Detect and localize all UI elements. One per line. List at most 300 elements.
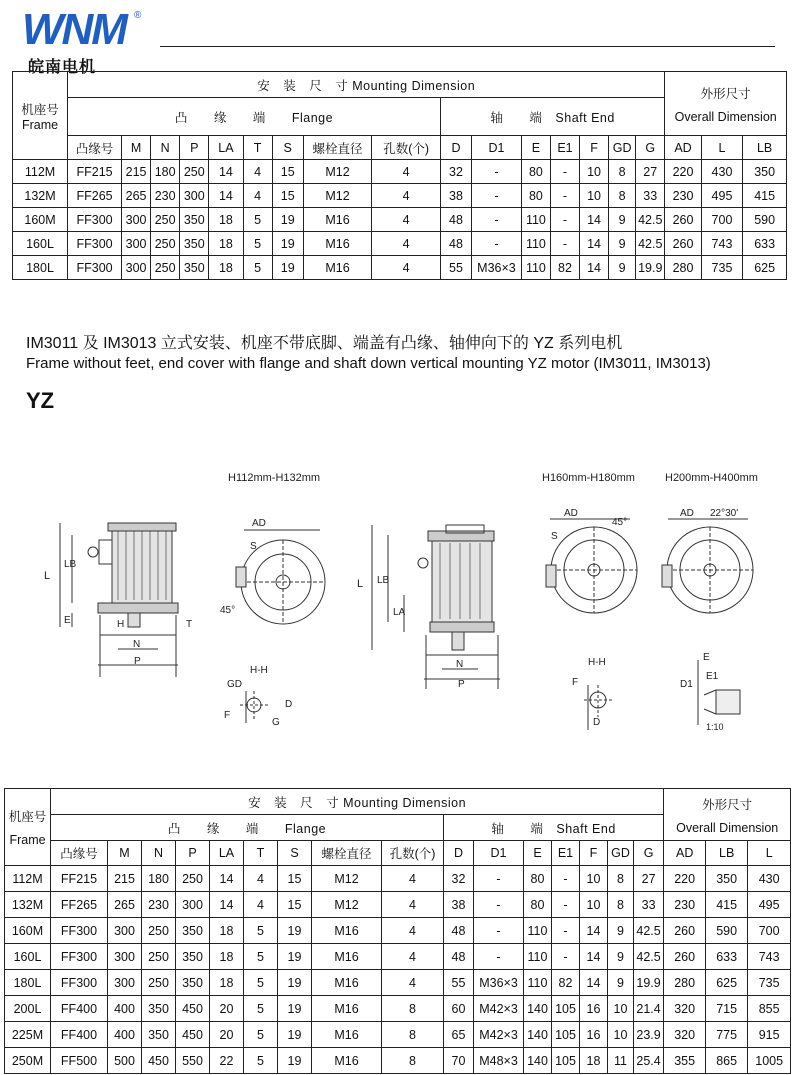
mounting-dimension-header-2: 安 装 尺 寸 Mounting Dimension [51,789,664,815]
table-cell: 38 [444,892,474,918]
table-cell: 230 [142,892,176,918]
table-cell: FF300 [51,970,108,996]
table-cell: 14 [580,944,608,970]
table-cell: 250 [142,970,176,996]
table-cell: 70 [444,1048,474,1074]
table-cell: FF265 [68,184,122,208]
table-cell: 250M [5,1048,51,1074]
table-cell: 110 [521,256,550,280]
column-header: P [176,841,210,866]
table-cell: 32 [444,866,474,892]
table-cell: 500 [108,1048,142,1074]
table-cell: 4 [244,866,278,892]
table-row [5,944,791,970]
table-cell: 1005 [748,1048,791,1074]
table-cell: 5 [243,208,272,232]
column-header-row [5,841,791,866]
table-cell: 80 [521,184,550,208]
table-cell: 5 [243,256,272,280]
table-cell: 633 [706,944,748,970]
table-cell: - [472,208,522,232]
table-cell: 8 [608,892,634,918]
table-cell: 9 [609,208,636,232]
table-cell: 42.5 [636,232,665,256]
table-cell: 200L [5,996,51,1022]
dim-label-G: G [272,717,280,728]
table-cell: 15 [278,866,312,892]
dim-label-GD: GD [227,679,242,690]
table-cell: 320 [664,996,706,1022]
table-cell: 10 [580,160,609,184]
table-cell: 4 [243,184,272,208]
column-header: 螺栓直径 [303,136,372,160]
table-cell: 160L [13,232,68,256]
table-cell: 4 [244,892,278,918]
dim-label-T: T [186,619,193,630]
table-cell: 320 [664,1022,706,1048]
table-cell: 14 [580,256,609,280]
table-cell: 250 [142,918,176,944]
table-cell: 19 [278,970,312,996]
table-cell: 23.9 [634,1022,664,1048]
table-cell: 14 [580,232,609,256]
table-cell: - [550,184,579,208]
table-cell: M16 [312,918,382,944]
table-cell: 865 [706,1048,748,1074]
table-cell: 590 [743,208,787,232]
table-cell: - [474,944,524,970]
table-cell: 4 [372,184,441,208]
dim-label-D1: D1 [680,679,693,690]
table-cell: 260 [665,232,701,256]
table-cell: 19.9 [634,970,664,996]
table-cell: 250 [151,256,180,280]
table-cell: 230 [664,892,706,918]
table-cell: 415 [743,184,787,208]
column-header: 孔数(个) [382,841,444,866]
table-cell: 350 [180,232,209,256]
table-cell: - [550,208,579,232]
shaft-end-header-2: 轴 端 Shaft End [444,815,664,841]
table-cell: - [474,866,524,892]
table-cell: 14 [580,970,608,996]
dim-label-LB: LB [64,559,77,570]
column-header: AD [665,136,701,160]
table-cell: 250 [151,232,180,256]
table-cell: 5 [244,918,278,944]
table-cell: 9 [608,918,634,944]
column-header: P [180,136,209,160]
column-header: L [701,136,743,160]
table-cell: 4 [372,232,441,256]
table-cell: 5 [244,1048,278,1074]
table-cell: 350 [706,866,748,892]
table-cell: 16 [580,996,608,1022]
caption-h112-h132: H112mm-H132mm [228,472,321,484]
table-cell: 430 [701,160,743,184]
dim-label-P-2: P [458,679,465,690]
frame-header-2: 机座号 Frame [5,789,51,866]
column-header: 孔数(个) [372,136,441,160]
table-cell: - [552,892,580,918]
table-cell: 9 [609,256,636,280]
table-cell: 105 [552,996,580,1022]
table-cell: 5 [244,970,278,996]
table-cell: FF300 [68,208,122,232]
table-cell: 250 [180,160,209,184]
table-cell: 19 [278,1022,312,1048]
table-row [5,1022,791,1048]
table-cell: 65 [444,1022,474,1048]
table-cell: 55 [444,970,474,996]
table-cell: 8 [382,1022,444,1048]
table-cell: 180L [13,256,68,280]
dim-label-F: F [224,710,231,721]
table-cell: 4 [372,208,441,232]
shaft-end-header: 轴 端 Shaft End [440,98,664,136]
column-header: M [108,841,142,866]
column-header: 凸缘号 [51,841,108,866]
table-cell: 300 [108,970,142,996]
dim-label-L-2: L [357,578,364,590]
table-cell: 15 [272,184,303,208]
shaft-section-detail-1 [240,691,268,723]
dim-label-P: P [134,656,141,667]
dim-label-E-2: E [703,652,710,663]
table-cell: 38 [440,184,471,208]
angle-22-30: 22°30' [710,508,739,519]
table-cell: 14 [210,866,244,892]
table-cell: 112M [5,866,51,892]
column-header: AD [664,841,706,866]
dim-label-AD-2: AD [564,508,578,519]
table-cell: - [472,160,522,184]
table-cell: M16 [312,1022,382,1048]
table-cell: 280 [664,970,706,996]
table-cell: 27 [634,866,664,892]
table-row [5,918,791,944]
table-cell: 550 [176,1048,210,1074]
table-row [5,892,791,918]
dimension-table-2 [4,788,791,1074]
table-cell: 300 [122,256,151,280]
table-cell: 715 [706,996,748,1022]
column-header: E1 [550,136,579,160]
column-header: D1 [472,136,522,160]
table-cell: 350 [180,208,209,232]
dim-label-D: D [285,699,293,710]
table-cell: FF500 [51,1048,108,1074]
table-cell: M42×3 [474,996,524,1022]
table-row [5,996,791,1022]
table-cell: 80 [521,160,550,184]
table-cell: 300 [176,892,210,918]
table-cell: - [472,232,522,256]
table-cell: 625 [706,970,748,996]
table-cell: 230 [151,184,180,208]
table-cell: 160M [13,208,68,232]
table-cell: - [552,944,580,970]
table-cell: 400 [108,1022,142,1048]
column-header: M [122,136,151,160]
table-cell: M42×3 [474,1022,524,1048]
flange-header-2: 凸 缘 端 Flange [51,815,444,841]
table-cell: FF215 [51,866,108,892]
table-cell: 19 [278,918,312,944]
table-cell: 8 [608,866,634,892]
table-cell: 4 [372,256,441,280]
table-row [13,184,787,208]
table-cell: FF215 [68,160,122,184]
table-cell: 220 [664,866,706,892]
column-header: E1 [552,841,580,866]
table-cell: 9 [609,232,636,256]
table-cell: 10 [580,184,609,208]
angle-45: 45° [220,605,236,616]
table-cell: 19 [272,232,303,256]
table-cell: - [550,232,579,256]
table-cell: 14 [209,160,243,184]
table-cell: FF300 [51,944,108,970]
table-cell: 60 [444,996,474,1022]
table-cell: 4 [382,970,444,996]
table-cell: 4 [382,892,444,918]
table-cell: 4 [243,160,272,184]
dim-label-L: L [44,570,51,582]
table-cell: 8 [609,184,636,208]
table-cell: 700 [701,208,743,232]
table-cell: 350 [743,160,787,184]
table-cell: 140 [524,1048,552,1074]
table-cell: 450 [142,1048,176,1074]
table-cell: 27 [636,160,665,184]
table-cell: 48 [440,208,471,232]
table-cell: 14 [209,184,243,208]
table-cell: 112M [13,160,68,184]
table-cell: 915 [748,1022,791,1048]
table-cell: 18 [209,208,243,232]
table-cell: 250 [142,944,176,970]
table-cell: 33 [636,184,665,208]
table-cell: M12 [312,892,382,918]
table-cell: 400 [108,996,142,1022]
column-header: LA [210,841,244,866]
table-cell: 300 [108,918,142,944]
column-header: D1 [474,841,524,866]
shaft-taper-detail [698,660,740,725]
table-cell: 495 [748,892,791,918]
table-cell: M36×3 [472,256,522,280]
column-header: 凸缘号 [68,136,122,160]
column-header: N [151,136,180,160]
table-cell: 18 [580,1048,608,1074]
table-cell: 590 [706,918,748,944]
table-cell: 8 [382,996,444,1022]
table-cell: 55 [440,256,471,280]
table-cell: 11 [608,1048,634,1074]
column-header: LB [706,841,748,866]
table-cell: 160M [5,918,51,944]
table-row [5,866,791,892]
table-cell: 9 [608,970,634,996]
table-cell: 350 [142,1022,176,1048]
table-cell: 82 [552,970,580,996]
table-row [5,1048,791,1074]
table-cell: M12 [312,866,382,892]
section-title-en: Frame without feet, end cover with flange and shaft down vertical mounting YZ motor (IM3011, IM3013) [26,355,711,372]
hh-label-2: H-H [588,657,606,668]
table-cell: 48 [444,918,474,944]
column-header: GD [608,841,634,866]
table-cell: 140 [524,1022,552,1048]
taper-ratio: 1:10 [706,722,724,732]
angle-45-2: 45° [612,517,628,528]
column-header-row [13,136,787,160]
column-header: S [278,841,312,866]
table-cell: 10 [580,866,608,892]
table-cell: 80 [524,892,552,918]
table-cell: 495 [701,184,743,208]
table-cell: 5 [244,1022,278,1048]
table-cell: 430 [748,866,791,892]
table-cell: 18 [209,256,243,280]
column-header: 螺栓直径 [312,841,382,866]
table-cell: 105 [552,1048,580,1074]
table-cell: 10 [608,1022,634,1048]
column-header: F [580,841,608,866]
dim-label-F-2: F [572,677,579,688]
table-cell: M12 [303,160,372,184]
table-cell: 19 [278,944,312,970]
table-cell: 350 [176,918,210,944]
table-cell: 110 [524,944,552,970]
table-cell: 350 [176,944,210,970]
table-cell: 20 [210,1022,244,1048]
dim-label-H: H [117,619,125,630]
table-row [13,232,787,256]
table-cell: 743 [748,944,791,970]
column-header: L [748,841,791,866]
table-cell: 48 [444,944,474,970]
table-cell: 32 [440,160,471,184]
table-cell: 260 [664,918,706,944]
table-cell: M16 [303,256,372,280]
table-cell: 18 [210,944,244,970]
table-cell: 855 [748,996,791,1022]
table-cell: 180 [142,866,176,892]
table-cell: 735 [748,970,791,996]
flange-front-view-large [662,519,753,613]
table-cell: 18 [209,232,243,256]
table-cell: 10 [580,892,608,918]
table-cell: 19 [278,996,312,1022]
table-cell: 42.5 [634,918,664,944]
table-cell: - [552,866,580,892]
dim-label-S: S [250,541,257,552]
table-cell: 21.4 [634,996,664,1022]
column-header: LA [209,136,243,160]
table-cell: M16 [312,944,382,970]
table-cell: - [552,918,580,944]
table-cell: 4 [382,918,444,944]
table-cell: 5 [244,944,278,970]
column-header: N [142,841,176,866]
column-header: G [634,841,664,866]
table-cell: 15 [272,160,303,184]
column-header: S [272,136,303,160]
column-header: D [440,136,471,160]
mounting-dimension-header: 安 装 尺 寸 Mounting Dimension [68,72,665,98]
table-cell: 300 [122,208,151,232]
table-cell: 4 [382,944,444,970]
table-cell: M12 [303,184,372,208]
dim-label-E: E [64,615,71,626]
dimension-table-1 [12,71,787,280]
column-header: E [521,136,550,160]
table-cell: 80 [524,866,552,892]
column-header: T [244,841,278,866]
table-cell: 132M [13,184,68,208]
table-cell: 20 [210,996,244,1022]
overall-dimension-header-2: 外形尺寸 Overall Dimension [664,789,791,841]
table-cell: 105 [552,1022,580,1048]
table-cell: 42.5 [634,944,664,970]
table-cell: 5 [243,232,272,256]
table-cell: 33 [634,892,664,918]
table-cell: 355 [664,1048,706,1074]
frame-header: 机座号 Frame [13,72,68,160]
dim-label-AD: AD [252,518,266,529]
table-cell: 132M [5,892,51,918]
table-cell: 19.9 [636,256,665,280]
table-cell: 14 [580,918,608,944]
table-cell: 110 [521,208,550,232]
column-header: G [636,136,665,160]
dim-label-D-2: D [593,717,601,728]
table-cell: 110 [524,918,552,944]
dim-label-S-2: S [551,531,558,542]
table-cell: FF300 [51,918,108,944]
table-cell: 14 [580,208,609,232]
table-cell: 180L [5,970,51,996]
section-title-cn: IM3011 及 IM3013 立式安装、机座不带底脚、端盖有凸缘、轴伸向下的 YZ 系列电机 [26,335,623,352]
brand-name-cn: 皖南电机 [28,59,97,76]
technical-drawing [0,455,800,765]
header-rule [160,46,775,47]
table-cell: 10 [608,996,634,1022]
table-cell: 110 [521,232,550,256]
dim-label-N: N [133,639,141,650]
caption-h160-h180: H160mm-H180mm [542,472,635,484]
table-cell: M16 [303,232,372,256]
table-cell: - [474,918,524,944]
table-cell: FF400 [51,996,108,1022]
table-cell: 19 [278,1048,312,1074]
table-cell: 350 [176,970,210,996]
table-row [13,256,787,280]
table-cell: 22 [210,1048,244,1074]
table-cell: 265 [122,184,151,208]
dim-label-N-2: N [456,659,464,670]
table-cell: - [550,160,579,184]
table-cell: 225M [5,1022,51,1048]
table-cell: 300 [180,184,209,208]
table-cell: 14 [210,892,244,918]
table-cell: 18 [210,918,244,944]
table-cell: 4 [382,866,444,892]
flange-front-view-medium [546,519,637,613]
table-cell: 350 [142,996,176,1022]
